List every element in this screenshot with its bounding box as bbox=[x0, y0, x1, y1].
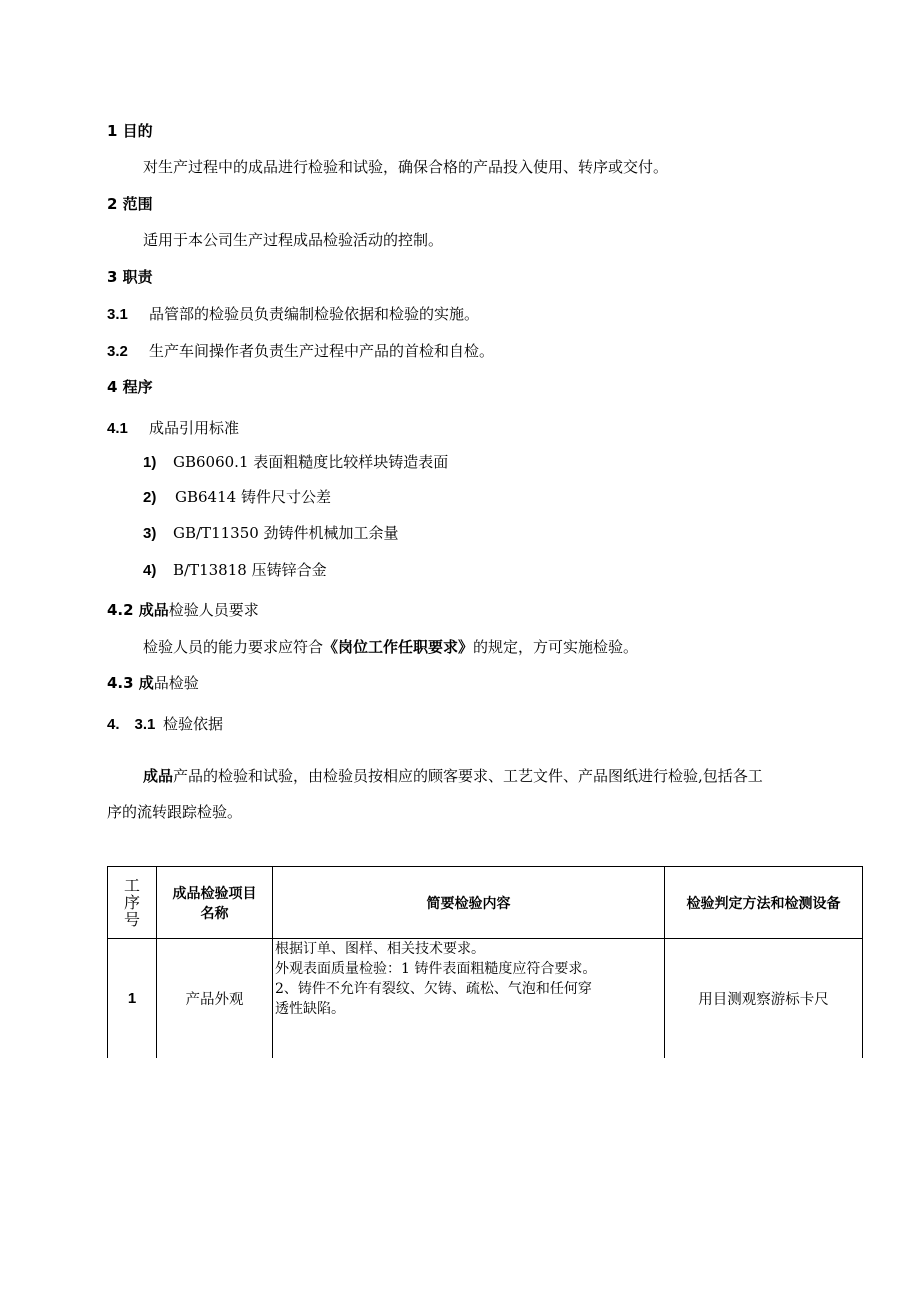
clause-3-1-number: 3.1 bbox=[107, 306, 128, 323]
inspection-table bbox=[107, 866, 863, 1058]
standard-1-number: 1) bbox=[143, 454, 157, 471]
standard-3-number: 3) bbox=[143, 525, 157, 542]
section-1-body: 对生产过程中的成品进行检验和试验，确保合格的产品投入使用、转序或交付。 bbox=[143, 158, 669, 176]
section-1-heading: 1 目的 bbox=[107, 122, 153, 140]
clause-4-3-1-body-line1 bbox=[143, 769, 763, 784]
row-seq: 1 bbox=[108, 939, 157, 1058]
header-seq-char-3: 号 bbox=[123, 910, 140, 929]
clause-4-2-body-pre: 检验人员的能力要求应符合 bbox=[143, 638, 324, 656]
clause-4-2-body bbox=[143, 640, 638, 655]
clause-4-3-1-body-line2: 序的流转跟踪检验。 bbox=[107, 803, 243, 821]
clause-4-2-body-post: 的规定，方可实施检验。 bbox=[473, 638, 639, 656]
row-item: 产品外观 bbox=[157, 939, 273, 1058]
header-item-line1: 成品检验项目 bbox=[172, 885, 257, 902]
clause-4-3-heading-bold: 4.3 成 bbox=[107, 674, 154, 692]
header-method: 检验判定方法和检测设备 bbox=[665, 867, 863, 939]
clause-4-3-1-body-line1-text: 产品的检验和试验，由检验员按相应的顾客要求、工艺文件、产品图纸进行检验,包括各工 bbox=[173, 767, 763, 785]
clause-3-1-text: 品管部的检验员负责编制检验依据和检验的实施。 bbox=[149, 305, 480, 323]
job-requirements-reference: 《岗位工作任职要求》 bbox=[323, 638, 474, 656]
section-2-heading: 2 范围 bbox=[107, 195, 153, 213]
row-content-line-2: 外观表面质量检验：1 铸件表面粗糙度应符合要求。 bbox=[275, 961, 597, 977]
clause-4-2-heading-rest: 检验人员要求 bbox=[168, 601, 259, 619]
section-2-body: 适用于本公司生产过程成品检验活动的控制。 bbox=[143, 231, 444, 249]
clause-4-2-heading-bold: 4.2 成品 bbox=[107, 601, 169, 619]
standard-1-text: GB6060.1 表面粗糙度比较样块铸造表面 bbox=[173, 453, 449, 471]
row-method: 用目测观察游标卡尺 bbox=[665, 939, 863, 1058]
clause-4-1-title: 成品引用标准 bbox=[149, 419, 240, 437]
clause-4-3-1-body-bold: 成品 bbox=[143, 767, 174, 785]
standard-4-number: 4) bbox=[143, 562, 157, 579]
header-seq-char-1: 工 bbox=[123, 876, 140, 895]
row-content-line-4: 透性缺陷。 bbox=[275, 1001, 345, 1017]
header-seq bbox=[108, 867, 157, 939]
clause-4-1-number: 4.1 bbox=[107, 420, 128, 437]
clause-4-3-1-title: 检验依据 bbox=[163, 715, 224, 733]
standard-2-number: 2) bbox=[143, 489, 157, 506]
clause-4-2-heading bbox=[107, 603, 259, 618]
section-3-heading: 3 职责 bbox=[107, 268, 153, 286]
table-header-row bbox=[108, 867, 863, 939]
standard-3-text: GB/T11350 劲铸件机械加工余量 bbox=[173, 524, 399, 542]
clause-4-3-1-number: 4. 3.1 bbox=[107, 716, 156, 733]
row-content-line-3: 2、铸件不允许有裂纹、欠铸、疏松、气泡和任何穿 bbox=[275, 981, 592, 997]
section-4-heading: 4 程序 bbox=[107, 378, 153, 396]
clause-4-3-heading-rest: 品检验 bbox=[153, 674, 199, 692]
row-content bbox=[273, 939, 665, 1058]
header-content: 简要检验内容 bbox=[273, 867, 665, 939]
clause-3-2-number: 3.2 bbox=[107, 343, 128, 360]
standard-2-text: GB6414 铸件尺寸公差 bbox=[175, 488, 331, 506]
table-row bbox=[108, 939, 863, 1058]
header-item bbox=[157, 867, 273, 939]
header-seq-char-2: 序 bbox=[123, 893, 140, 912]
standard-4-text: B/T13818 压铸锌合金 bbox=[173, 561, 327, 579]
row-content-line-1: 根据订单、图样、相关技术要求。 bbox=[275, 941, 485, 957]
clause-4-3-heading bbox=[107, 676, 199, 691]
clause-3-2-text: 生产车间操作者负责生产过程中产品的首检和自检。 bbox=[149, 342, 495, 360]
header-item-line2: 名称 bbox=[200, 905, 229, 922]
